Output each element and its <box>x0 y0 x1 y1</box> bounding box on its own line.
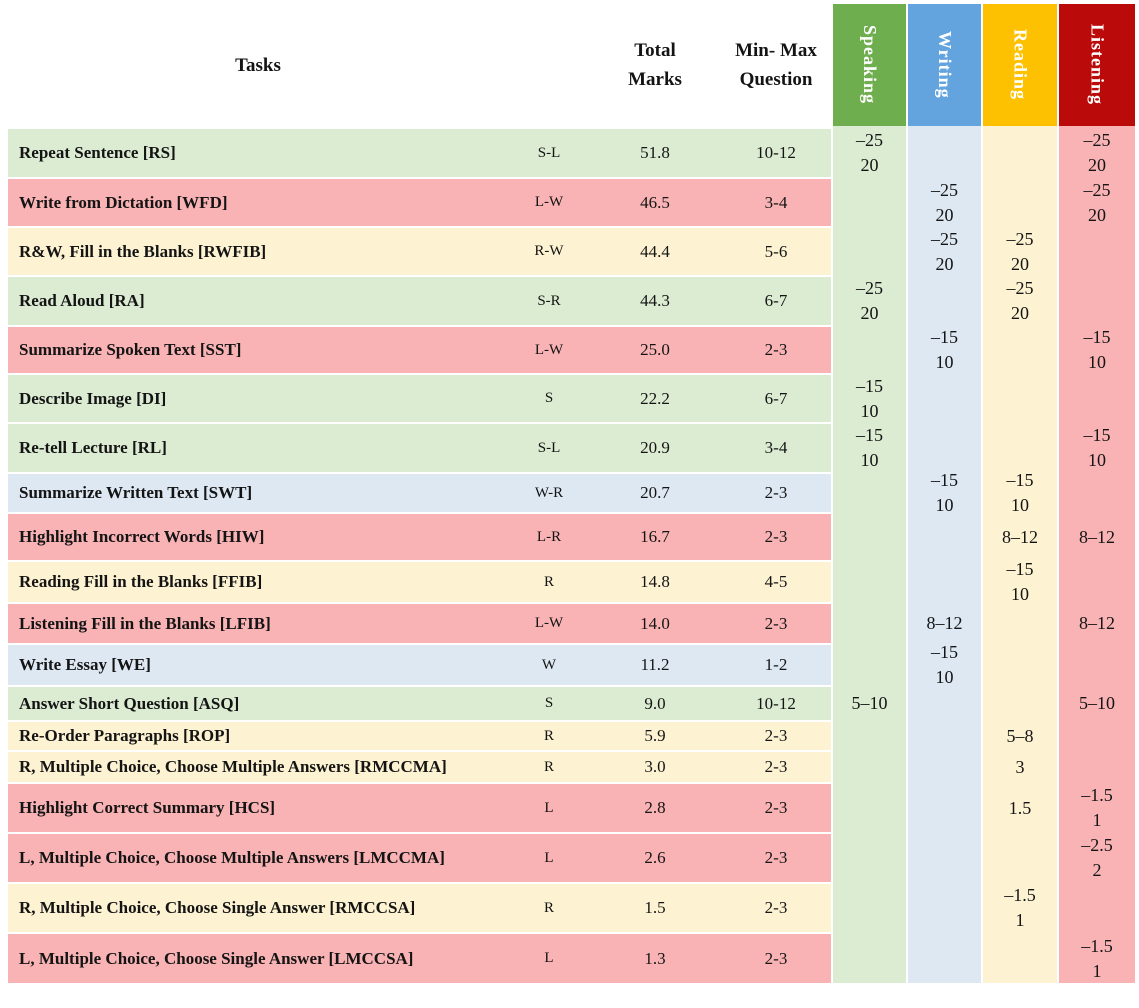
score-range-line: 5–10 <box>851 693 888 713</box>
score-range-line: 10 <box>935 495 954 515</box>
task-label: Reading Fill in the Blanks [FFIB] <box>19 572 263 591</box>
skill-code: L-R <box>536 528 562 545</box>
column-header-speaking <box>833 4 906 126</box>
score-range-cell-reading <box>983 784 1057 832</box>
score-range-cell-speaking <box>833 277 906 325</box>
score-range-cell-writing <box>908 470 981 515</box>
task-label: R&W, Fill in the Blanks [RWFIB] <box>19 241 267 261</box>
min-max-value: 4-5 <box>764 572 788 591</box>
score-range-cell-reading <box>983 884 1057 932</box>
score-range-line: –15 <box>1006 559 1034 579</box>
score-range-line: 20 <box>935 204 954 225</box>
total-marks-value: 51.8 <box>640 143 670 162</box>
min-max-value: 2-3 <box>764 726 788 745</box>
score-range-cell-reading <box>983 277 1057 325</box>
score-range-line: –2.5 <box>1081 835 1113 855</box>
score-range-cell-speaking <box>833 424 906 472</box>
column-band-speaking <box>833 126 906 983</box>
task-label: Repeat Sentence [RS] <box>19 143 176 162</box>
total-marks-value: 1.3 <box>644 948 666 968</box>
score-range-line: –25 <box>1083 179 1111 200</box>
total-marks-value: 3.0 <box>644 757 666 776</box>
table-row <box>8 784 831 832</box>
table-row <box>8 228 831 275</box>
score-range-line: 5–8 <box>1006 725 1034 746</box>
column-header-label-reading: Reading <box>1010 29 1031 101</box>
min-max-value: 3-4 <box>764 192 788 212</box>
total-marks-value: 14.0 <box>640 613 670 633</box>
column-header-label-listening: Listening <box>1087 24 1108 106</box>
min-max-header-line1: Min- Max <box>735 40 817 61</box>
table-row <box>8 129 831 177</box>
score-range-line: –1.5 <box>1081 785 1113 805</box>
skill-code: W <box>541 656 557 673</box>
task-label: Re-Order Paragraphs [ROP] <box>19 726 231 745</box>
table-row <box>8 752 831 782</box>
score-range-line: –15 <box>931 642 958 662</box>
total-marks-header-line1: Total <box>634 40 676 61</box>
tasks-column-header <box>8 30 508 100</box>
total-marks-header-line2: Marks <box>628 69 682 90</box>
column-header-listening <box>1059 4 1135 126</box>
score-range-line: –15 <box>856 375 883 396</box>
score-range-line: –15 <box>931 470 958 490</box>
min-max-value: 6-7 <box>764 388 788 408</box>
table-row <box>8 645 831 685</box>
total-marks-value: 25.0 <box>640 340 670 359</box>
min-max-value: 2-3 <box>764 798 788 817</box>
total-marks-column-header <box>595 35 715 95</box>
task-label: Describe Image [DI] <box>19 388 167 408</box>
score-range-cell-listening <box>1059 129 1135 177</box>
score-range-cell-speaking <box>833 687 906 720</box>
min-max-value: 2-3 <box>764 527 788 546</box>
task-label: Listening Fill in the Blanks [LFIB] <box>19 613 271 633</box>
skill-code: L-W <box>534 615 564 631</box>
skill-code: S-L <box>537 144 561 161</box>
score-range-line: 8–12 <box>1079 526 1115 547</box>
column-header-label-writing: Writing <box>935 31 955 99</box>
task-label: Write Essay [WE] <box>19 655 151 674</box>
score-range-cell-listening <box>1059 424 1135 472</box>
table-row <box>8 277 831 325</box>
score-range-line: 1.5 <box>1008 797 1032 818</box>
table-row <box>8 514 831 560</box>
score-range-line: 3 <box>1015 756 1025 777</box>
score-range-line: 5–10 <box>1079 693 1115 713</box>
score-range-line: –25 <box>1006 228 1034 249</box>
total-marks-value: 20.9 <box>640 438 670 457</box>
score-range-line: 10 <box>935 352 954 372</box>
table-row <box>8 834 831 882</box>
total-marks-value: 44.3 <box>640 291 670 310</box>
skill-code: L <box>544 950 554 966</box>
score-range-cell-speaking <box>833 375 906 422</box>
skill-code: R <box>543 727 554 744</box>
table-row <box>8 327 831 373</box>
table-row <box>8 884 831 932</box>
total-marks-value: 46.5 <box>640 192 670 212</box>
table-row <box>8 722 831 750</box>
score-range-cell-listening <box>1059 687 1135 720</box>
table-row <box>8 604 831 643</box>
score-range-line: –15 <box>1006 470 1034 490</box>
min-max-value: 2-3 <box>764 848 788 867</box>
score-range-cell-listening <box>1059 327 1135 373</box>
score-range-cell-writing <box>908 604 981 643</box>
score-range-cell-listening <box>1059 934 1135 983</box>
skill-code: S-L <box>537 439 561 456</box>
score-range-line: 20 <box>935 253 954 274</box>
score-range-line: 10 <box>1011 495 1029 515</box>
table-row <box>8 562 831 602</box>
task-label: L, Multiple Choice, Choose Multiple Answers [LMCCMA] <box>19 848 445 867</box>
score-range-line: –15 <box>1083 327 1111 347</box>
score-range-cell-reading <box>983 722 1057 750</box>
score-range-line: –25 <box>856 130 883 150</box>
score-range-line: 1 <box>1092 960 1102 981</box>
table-row <box>8 375 831 422</box>
score-range-cell-writing <box>908 642 981 687</box>
score-range-line: –25 <box>931 179 958 200</box>
task-label: Answer Short Question [ASQ] <box>19 693 240 713</box>
total-marks-value: 14.8 <box>640 572 670 591</box>
task-label: R, Multiple Choice, Choose Multiple Answers [RMCCMA] <box>19 757 447 776</box>
table-row <box>8 179 831 226</box>
score-range-line: 8–12 <box>1079 613 1115 633</box>
min-max-value: 1-2 <box>764 655 788 674</box>
score-range-line: 10 <box>860 450 879 470</box>
score-range-line: 10 <box>935 667 954 687</box>
total-marks-value: 5.9 <box>644 726 666 745</box>
score-range-cell-speaking <box>833 129 906 177</box>
score-range-line: 10 <box>860 400 879 421</box>
score-range-cell-listening <box>1059 604 1135 643</box>
score-range-cell-reading <box>983 470 1057 515</box>
score-range-line: 1 <box>1015 910 1025 930</box>
score-range-cell-reading <box>983 559 1057 604</box>
score-range-line: 20 <box>860 303 879 323</box>
score-range-cell-writing <box>908 327 981 373</box>
skill-code: R <box>543 573 554 590</box>
skill-code: S <box>544 695 554 711</box>
score-range-line: –15 <box>856 425 883 445</box>
total-marks-value: 22.2 <box>640 388 670 408</box>
score-range-cell-listening <box>1059 784 1135 832</box>
skill-code: S <box>544 390 554 406</box>
total-marks-value: 9.0 <box>644 693 666 713</box>
score-range-line: 20 <box>1011 253 1029 274</box>
score-range-line: 20 <box>1088 204 1106 225</box>
skill-code: L-W <box>534 341 564 358</box>
score-range-line: –1.5 <box>1004 885 1036 905</box>
min-max-value: 6-7 <box>764 291 788 310</box>
score-range-line: –15 <box>931 327 958 347</box>
score-range-line: –15 <box>1083 425 1111 445</box>
min-max-value: 5-6 <box>764 241 788 261</box>
total-marks-value: 1.5 <box>644 898 666 917</box>
skill-code: R-W <box>534 243 564 259</box>
score-range-cell-writing <box>908 228 981 275</box>
task-label: L, Multiple Choice, Choose Single Answer [LMCCSA] <box>19 948 414 968</box>
task-label: Highlight Correct Summary [HCS] <box>19 798 276 817</box>
min-max-value: 3-4 <box>764 438 788 457</box>
score-range-line: 10 <box>1011 584 1029 604</box>
total-marks-value: 20.7 <box>640 483 670 502</box>
table-row <box>8 474 831 512</box>
task-label: Read Aloud [RA] <box>19 291 145 310</box>
min-max-value: 2-3 <box>764 948 788 968</box>
score-range-cell-listening <box>1059 179 1135 226</box>
score-range-cell-reading <box>983 752 1057 782</box>
score-range-cell-listening <box>1059 834 1135 882</box>
total-marks-value: 2.8 <box>644 798 666 817</box>
table-row <box>8 687 831 720</box>
score-range-line: –25 <box>1006 278 1034 298</box>
score-range-line: 10 <box>1088 352 1106 372</box>
min-max-value: 2-3 <box>764 340 788 359</box>
min-max-column-header <box>706 35 846 95</box>
task-label: Highlight Incorrect Words [HIW] <box>19 527 265 546</box>
task-label: Summarize Spoken Text [SST] <box>19 340 242 359</box>
score-range-line: 8–12 <box>1002 526 1038 547</box>
task-label: Write from Dictation [WFD] <box>19 192 228 212</box>
score-range-line: 20 <box>860 155 879 175</box>
score-range-line: –1.5 <box>1081 935 1113 956</box>
total-marks-value: 11.2 <box>640 655 670 674</box>
min-max-value: 10-12 <box>756 693 796 713</box>
task-label: R, Multiple Choice, Choose Single Answer [RMCCSA] <box>19 898 416 917</box>
min-max-value: 2-3 <box>764 483 788 502</box>
score-range-cell-reading <box>983 228 1057 275</box>
min-max-header-line2: Question <box>739 69 813 90</box>
skill-code: R <box>543 758 554 775</box>
skill-code: L-W <box>534 194 564 210</box>
score-range-line: 8–12 <box>926 613 963 633</box>
score-range-line: –25 <box>931 228 958 249</box>
skill-code: L <box>544 799 554 816</box>
score-range-line: 1 <box>1092 810 1102 830</box>
score-range-line: 20 <box>1011 303 1029 323</box>
score-range-line: –25 <box>856 278 883 298</box>
score-range-line: 20 <box>1088 155 1106 175</box>
task-label: Summarize Written Text [SWT] <box>19 483 253 502</box>
min-max-value: 2-3 <box>764 757 788 776</box>
skill-code: S-R <box>537 292 561 309</box>
total-marks-value: 44.4 <box>640 241 670 261</box>
min-max-value: 2-3 <box>764 613 788 633</box>
skill-code: L <box>544 849 554 866</box>
score-range-cell-writing <box>908 179 981 226</box>
column-header-writing <box>908 4 981 126</box>
score-range-line: –25 <box>1083 130 1111 150</box>
column-header-label-speaking: Speaking <box>860 25 880 105</box>
min-max-value: 10-12 <box>756 143 796 162</box>
score-range-line: 10 <box>1088 450 1106 470</box>
skill-code: R <box>543 899 554 916</box>
table-row <box>8 424 831 472</box>
total-marks-value: 2.6 <box>644 848 666 867</box>
score-range-cell-reading <box>983 514 1057 560</box>
min-max-value: 2-3 <box>764 898 788 917</box>
score-range-line: 2 <box>1092 860 1102 880</box>
skill-code: W-R <box>534 484 564 501</box>
score-range-cell-listening <box>1059 514 1135 560</box>
total-marks-value: 16.7 <box>640 527 670 546</box>
column-header-reading <box>983 4 1057 126</box>
task-label: Re-tell Lecture [RL] <box>19 438 167 457</box>
tasks-header-label: Tasks <box>235 54 281 76</box>
table-row <box>8 934 831 983</box>
